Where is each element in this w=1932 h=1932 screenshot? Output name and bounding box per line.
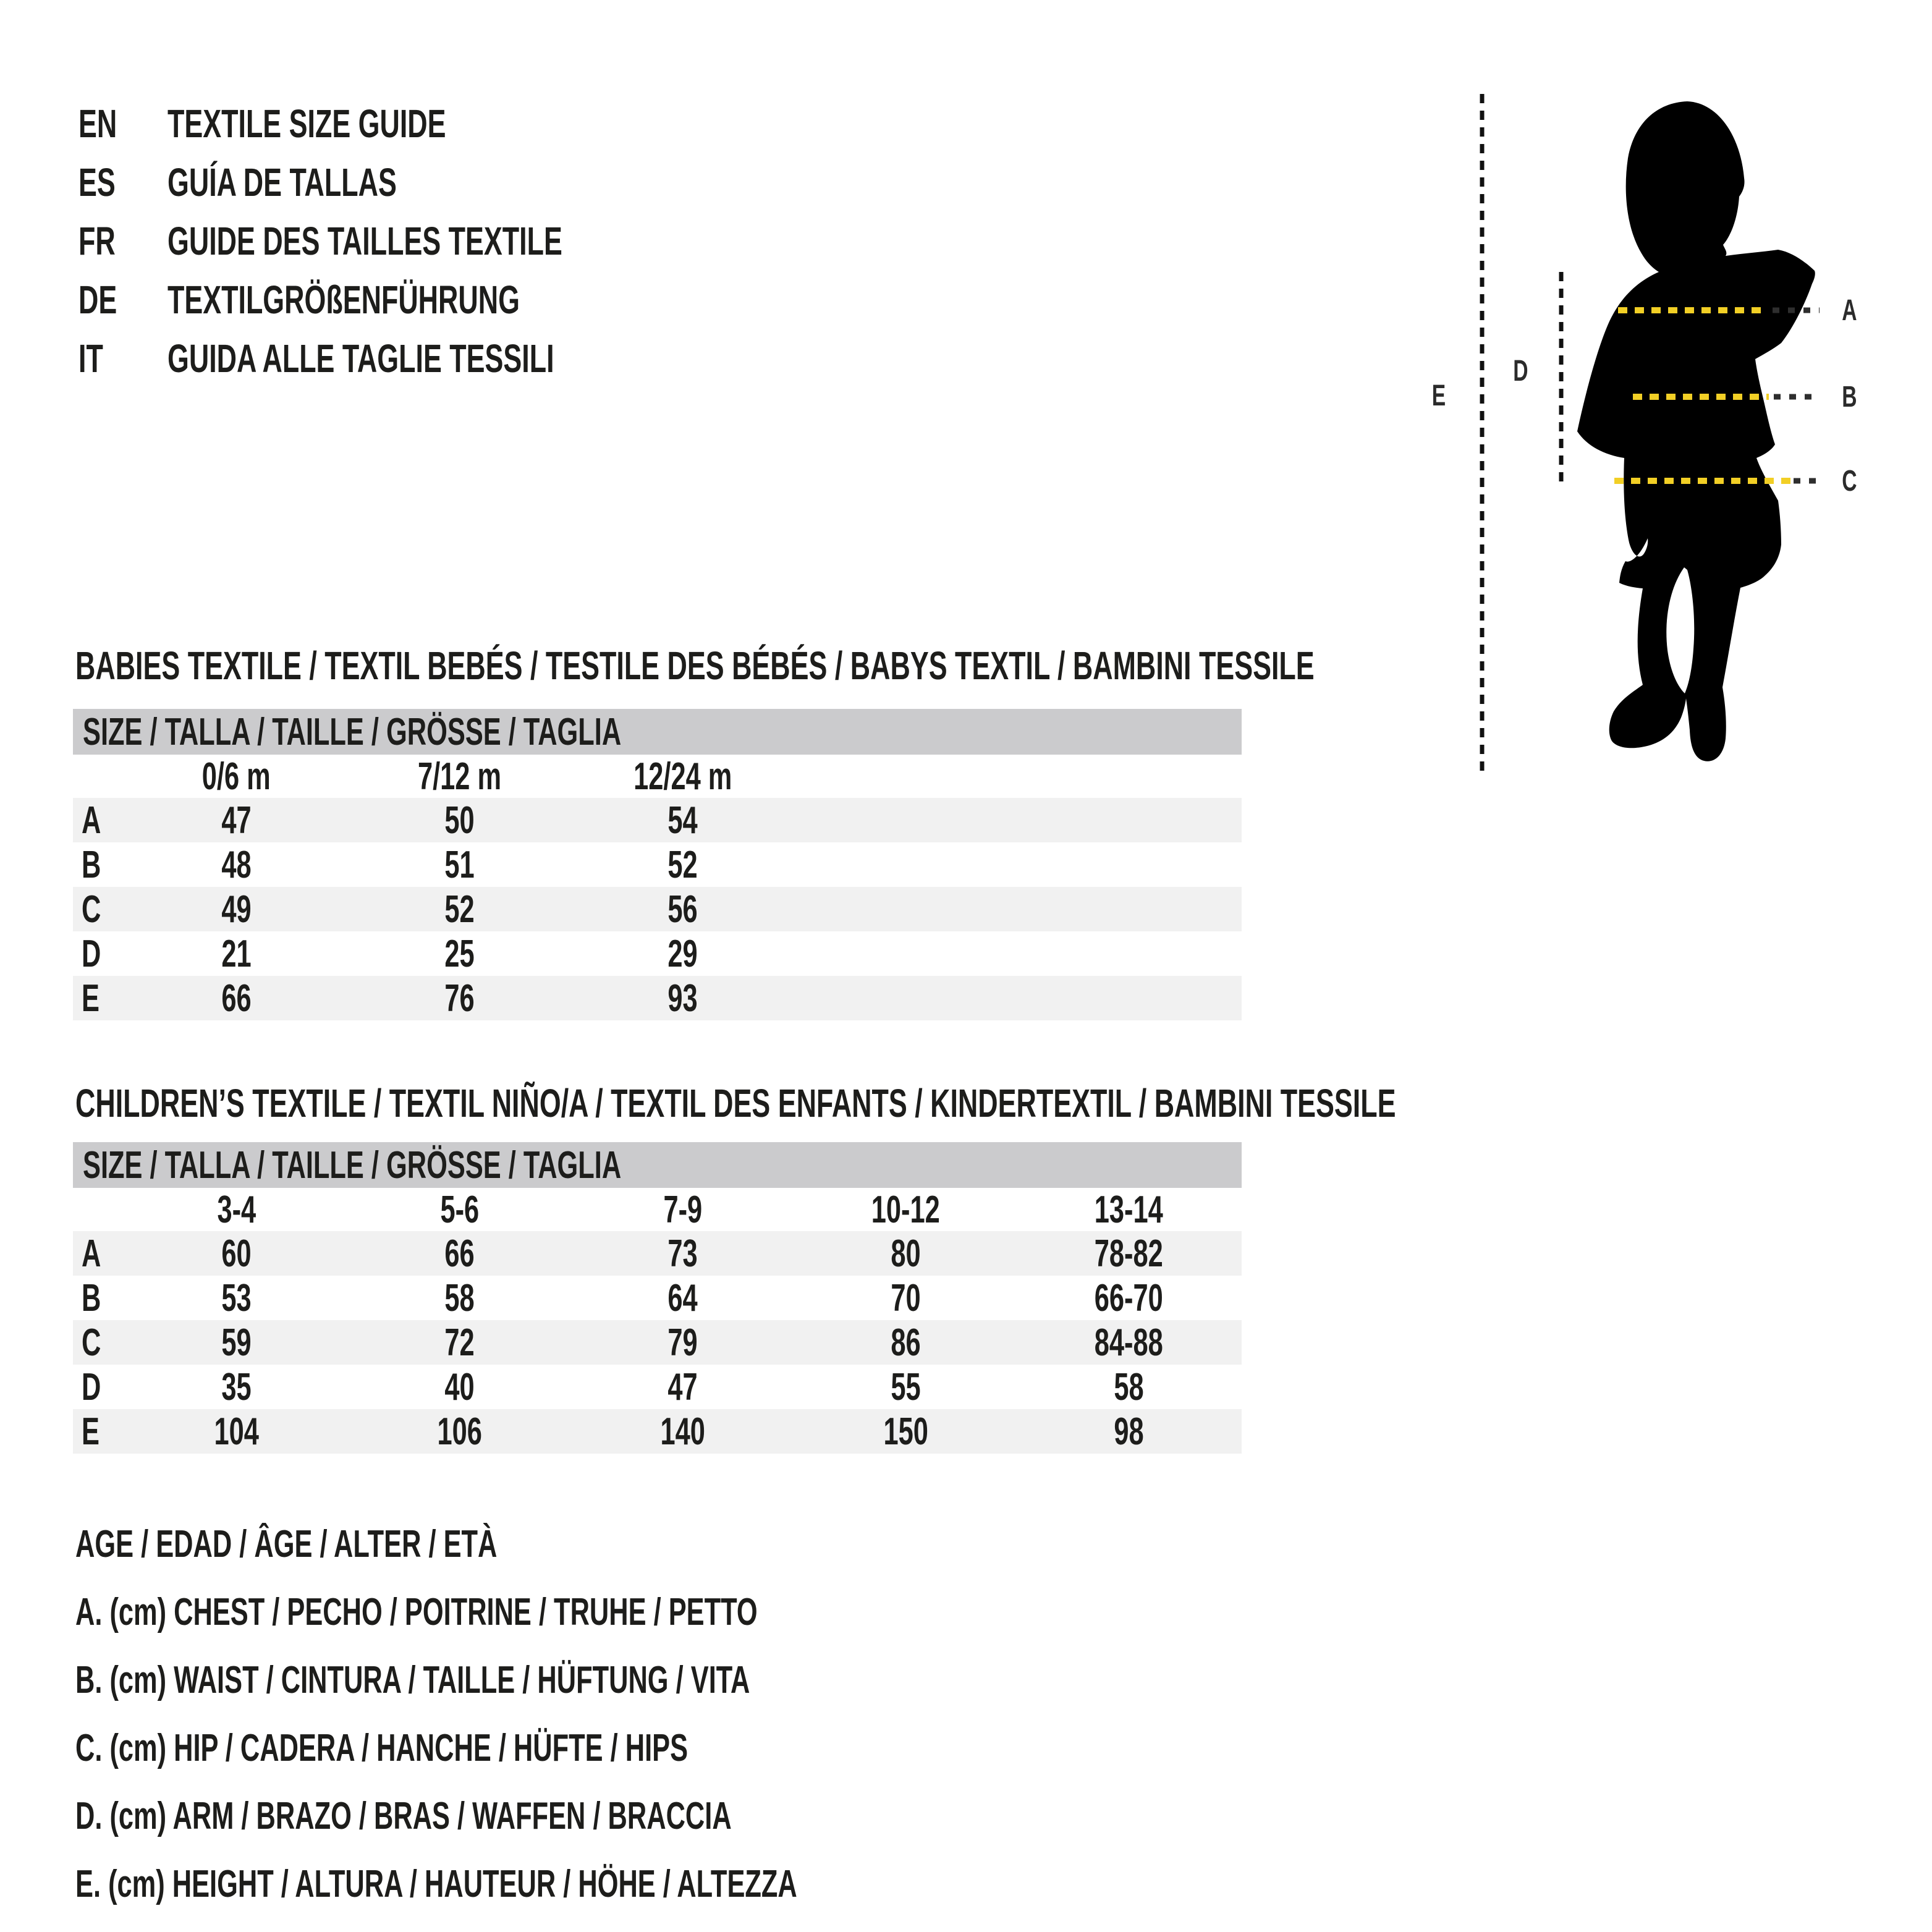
table-cell: 25: [444, 932, 475, 975]
row-label: D: [82, 932, 101, 975]
legend-height-line: E. (cm) HEIGHT / ALTURA / HAUTEUR / HÖHE / ALTEZZA: [75, 1863, 797, 1905]
table-cell: 47: [667, 1365, 698, 1409]
dim-label-chest: A: [1841, 294, 1857, 327]
table-cell: 80: [891, 1232, 921, 1275]
table-cell: 66: [221, 977, 252, 1020]
children-size-bar: SIZE / TALLA / TAILLE / GRÖSSE / TAGLIA: [73, 1142, 1242, 1188]
table-cell: 59: [221, 1321, 252, 1364]
table-cell: 66: [444, 1232, 475, 1275]
language-title-list: [78, 94, 732, 388]
table-row: [73, 842, 1242, 887]
dim-label-arm: D: [1512, 355, 1528, 388]
table-cell: 78-82: [1094, 1232, 1163, 1275]
column-header: 10-12: [871, 1188, 940, 1231]
table-row: [73, 976, 1242, 1020]
children-size-table: [73, 1142, 1242, 1454]
language-row: [78, 329, 732, 388]
language-code: IT: [78, 336, 103, 381]
row-label: A: [82, 1232, 101, 1275]
table-cell: 140: [660, 1410, 705, 1453]
table-cell: 52: [444, 888, 475, 931]
language-code: ES: [78, 159, 116, 205]
language-title: TEXTILE SIZE GUIDE: [167, 101, 446, 146]
table-cell: 21: [221, 932, 252, 975]
table-cell: 58: [444, 1276, 475, 1320]
language-title: GUIDE DES TAILLES TEXTILE: [167, 218, 562, 263]
table-cell: 86: [891, 1321, 921, 1364]
row-label: E: [82, 1410, 100, 1453]
row-label: A: [82, 799, 101, 842]
table-row: [73, 1276, 1242, 1320]
language-title: GUÍA DE TALLAS: [167, 159, 397, 205]
language-title: GUIDA ALLE TAGLIE TESSILI: [167, 336, 554, 381]
table-cell: 51: [444, 843, 475, 886]
table-row: [73, 798, 1242, 842]
table-cell: 93: [667, 977, 698, 1020]
table-cell: 56: [667, 888, 698, 931]
language-row: [78, 153, 732, 211]
table-cell: 48: [221, 843, 252, 886]
table-cell: 104: [214, 1410, 259, 1453]
table-cell: 55: [891, 1365, 921, 1409]
language-code: FR: [78, 218, 116, 263]
table-cell: 64: [667, 1276, 698, 1320]
babies-size-table: [73, 709, 1242, 1020]
legend-age-line: AGE / EDAD / ÂGE / ALTER / ETÀ: [75, 1523, 498, 1566]
row-label: D: [82, 1365, 101, 1409]
language-row: [78, 211, 732, 270]
child-silhouette-diagram: [1409, 87, 1932, 797]
column-header: 0/6 m: [202, 755, 271, 798]
table-cell: 53: [221, 1276, 252, 1320]
dim-label-waist: B: [1841, 381, 1857, 413]
language-title: TEXTILGRÖßENFÜHRUNG: [167, 277, 520, 322]
table-cell: 106: [437, 1410, 482, 1453]
table-cell: 66-70: [1094, 1276, 1163, 1320]
table-cell: 47: [221, 799, 252, 842]
row-label: C: [82, 888, 101, 931]
table-cell: 49: [221, 888, 252, 931]
row-label: C: [82, 1321, 101, 1364]
dim-label-height: E: [1431, 379, 1446, 412]
table-cell: 72: [444, 1321, 475, 1364]
column-header: 12/24 m: [633, 755, 732, 798]
table-cell: 73: [667, 1232, 698, 1275]
column-header: 13-14: [1094, 1188, 1163, 1231]
column-header: 7-9: [663, 1188, 702, 1231]
table-cell: 54: [667, 799, 698, 842]
column-header: 7/12 m: [417, 755, 502, 798]
row-label: B: [82, 1276, 101, 1320]
legend-chest-line: A. (cm) CHEST / PECHO / POITRINE / TRUHE / PETTO: [75, 1591, 758, 1633]
table-cell: 50: [444, 799, 475, 842]
table-cell: 29: [667, 932, 698, 975]
language-code: DE: [78, 277, 117, 322]
table-cell: 58: [1114, 1365, 1144, 1409]
language-row: [78, 270, 732, 329]
children-section-heading: CHILDREN’S TEXTILE / TEXTIL NIÑO/A / TEXTIL DES ENFANTS / KINDERTEXTIL / BAMBINI TESSILE: [75, 1081, 1396, 1125]
legend-arm-line: D. (cm) ARM / BRAZO / BRAS / WAFFEN / BRACCIA: [75, 1795, 732, 1837]
table-cell: 52: [667, 843, 698, 886]
table-cell: 35: [221, 1365, 252, 1409]
table-cell: 84-88: [1094, 1321, 1163, 1364]
table-cell: 60: [221, 1232, 252, 1275]
dim-label-hip: C: [1841, 465, 1857, 498]
table-row: [73, 887, 1242, 931]
column-header: 3-4: [217, 1188, 256, 1231]
table-row: [73, 931, 1242, 976]
row-label: B: [82, 843, 101, 886]
babies-section-heading: BABIES TEXTILE / TEXTIL BEBÉS / TESTILE DES BÉBÉS / BABYS TEXTIL / BAMBINI TESSILE: [75, 643, 1315, 688]
table-cell: 76: [444, 977, 475, 1020]
table-row: [73, 1409, 1242, 1454]
row-label: E: [82, 977, 100, 1020]
legend-waist-line: B. (cm) WAIST / CINTURA / TAILLE / HÜFTUNG / VITA: [75, 1659, 750, 1701]
language-code: EN: [78, 101, 117, 146]
column-header: 5-6: [440, 1188, 479, 1231]
table-cell: 98: [1114, 1410, 1144, 1453]
children-column-headers: [73, 1188, 1242, 1231]
legend-hip-line: C. (cm) HIP / CADERA / HANCHE / HÜFTE / HIPS: [75, 1727, 688, 1769]
table-row: [73, 1231, 1242, 1276]
measurement-legend: [75, 1510, 1106, 1918]
table-cell: 150: [883, 1410, 928, 1453]
table-cell: 40: [444, 1365, 475, 1409]
language-row: [78, 94, 732, 153]
table-row: [73, 1365, 1242, 1409]
table-cell: 79: [667, 1321, 698, 1364]
babies-size-bar: SIZE / TALLA / TAILLE / GRÖSSE / TAGLIA: [73, 709, 1242, 755]
table-row: [73, 1320, 1242, 1365]
table-cell: 70: [891, 1276, 921, 1320]
babies-column-headers: [73, 755, 1242, 798]
